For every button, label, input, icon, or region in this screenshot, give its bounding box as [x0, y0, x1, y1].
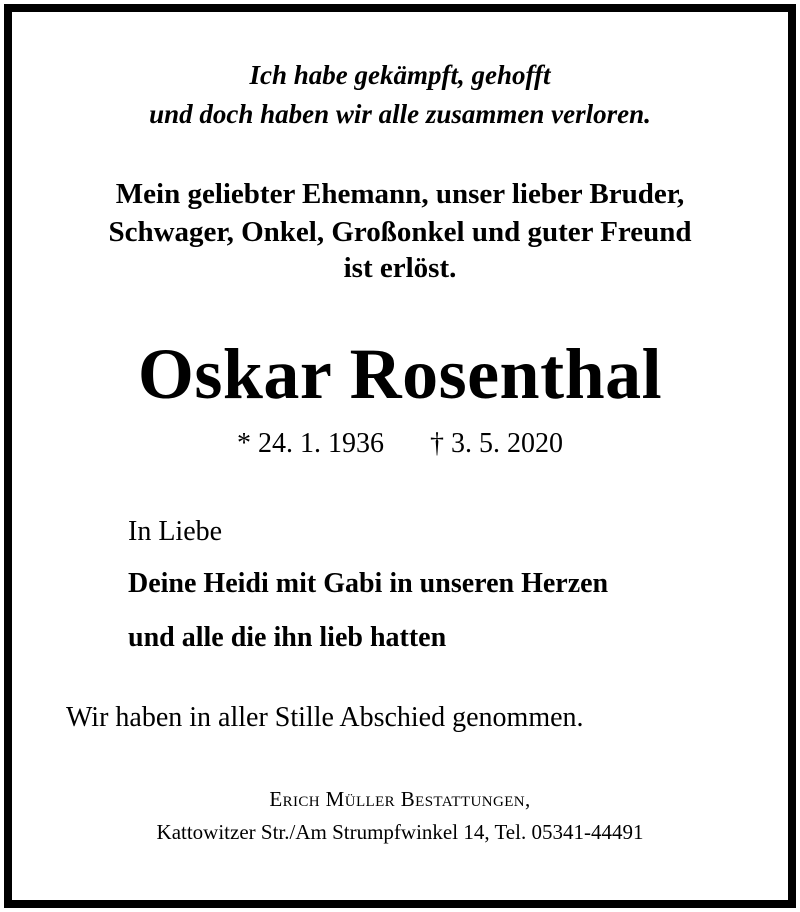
intro-line-1: Mein geliebter Ehemann, unser lieber Bruder, [115, 178, 685, 210]
funeral-home-address: Kattowitzer Str./Am Strumpfwinkel 14, Tel. 05341-44491 [156, 820, 644, 844]
birth-date: * 24. 1. 1936 [237, 428, 384, 459]
motto-line-2: und doch haben wir alle zusammen verloren. [149, 99, 651, 129]
intro-line-2: Schwager, Onkel, Großonkel und guter Freund [108, 216, 692, 248]
life-dates [0, 430, 800, 458]
funeral-home-name: Erich Müller Bestattungen, [269, 787, 531, 811]
mourners-line-2: und alle die ihn lieb hatten [128, 622, 447, 653]
deceased-name: Oskar Rosenthal [137, 334, 663, 414]
farewell-note: Wir haben in aller Stille Abschied genommen. [66, 702, 584, 733]
intro-line-3: ist erlöst. [343, 252, 457, 284]
greeting: In Liebe [128, 516, 223, 547]
mourners-line-1: Deine Heidi mit Gabi in unseren Herzen [128, 568, 609, 599]
motto-line-1: Ich habe gekämpft, gehofft [249, 60, 551, 90]
death-date: † 3. 5. 2020 [430, 428, 563, 459]
